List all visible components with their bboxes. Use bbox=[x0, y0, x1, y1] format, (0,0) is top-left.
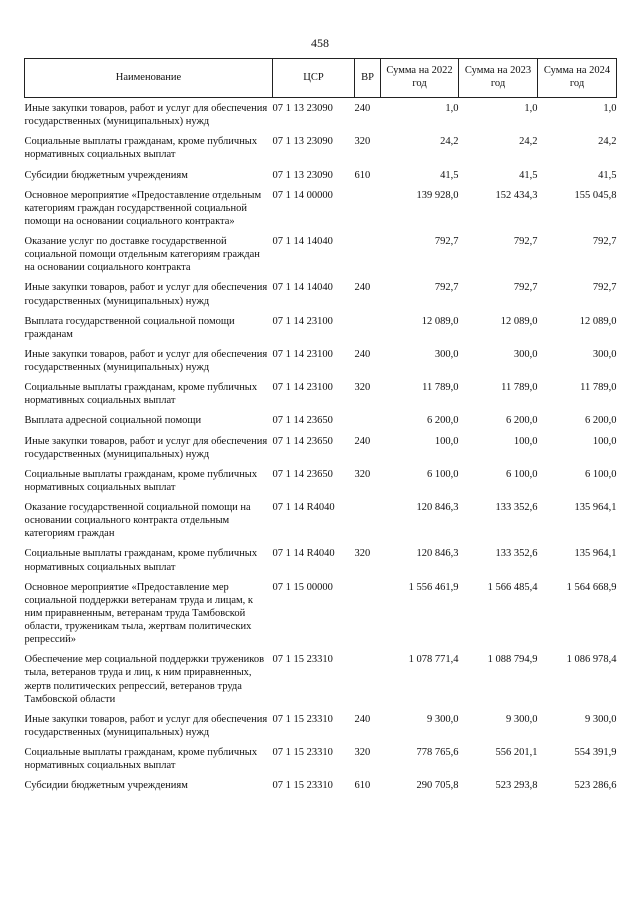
row-sum-2022-cell: 1 556 461,9 bbox=[408, 581, 459, 593]
table-row bbox=[25, 235, 617, 281]
table-row bbox=[25, 713, 617, 746]
page-number: 458 bbox=[311, 36, 329, 50]
row-vr-cell: 610 bbox=[354, 169, 371, 181]
row-name-cell: Основное мероприятие «Предоставление мер социальной поддержки ветеранам труда и лицам, к ним приравненным, ветеранам труда Тамбовской области, труженикам тыла, жертвам политических репрессий» bbox=[24, 581, 253, 646]
row-name-cell: Выплата адресной социальной помощи bbox=[24, 415, 202, 427]
row-sum-2024-cell: 12 089,0 bbox=[579, 315, 617, 327]
header-csr: ЦСР bbox=[273, 59, 355, 98]
header-name: Наименование bbox=[25, 59, 273, 98]
header-vr: ВР bbox=[355, 59, 381, 98]
row-sum-2024-cell: 155 045,8 bbox=[574, 189, 617, 201]
header-sum-2023: Сумма на 2023 год bbox=[459, 59, 538, 98]
table-row bbox=[25, 135, 617, 168]
row-vr-cell: 320 bbox=[354, 747, 371, 758]
row-vr-cell: 240 bbox=[354, 282, 371, 294]
row-csr-cell: 07 1 14 23100 bbox=[272, 315, 333, 327]
row-vr-cell bbox=[355, 653, 381, 713]
row-sum-2022-cell: 11 789,0 bbox=[422, 382, 459, 394]
row-vr-cell: 240 bbox=[354, 348, 371, 360]
row-name-cell: Иные закупки товаров, работ и услуг для обеспечения государственных (муниципальных) нужд bbox=[24, 435, 268, 460]
row-sum-2022-cell: 24,2 bbox=[440, 136, 459, 148]
row-csr-cell: 07 1 14 R4040 bbox=[272, 548, 335, 560]
row-sum-2024-cell: 9 300,0 bbox=[585, 713, 617, 725]
row-vr-cell bbox=[355, 189, 381, 235]
row-sum-2022-cell: 300,0 bbox=[434, 348, 459, 360]
row-name-cell: Социальные выплаты гражданам, кроме публичных нормативных социальных выплат bbox=[24, 468, 258, 493]
table-row bbox=[25, 315, 617, 348]
table-body bbox=[25, 98, 617, 800]
row-csr-cell: 07 1 13 23090 bbox=[272, 103, 333, 114]
row-name-cell: Социальные выплаты гражданам, кроме публичных нормативных социальных выплат bbox=[24, 136, 258, 161]
row-sum-2023-cell: 1,0 bbox=[524, 103, 538, 114]
row-sum-2022-cell: 9 300,0 bbox=[427, 713, 459, 725]
row-name-cell: Социальные выплаты гражданам, кроме публичных нормативных социальных выплат bbox=[24, 747, 258, 772]
row-vr-cell bbox=[355, 501, 381, 547]
row-sum-2023-cell: 12 089,0 bbox=[500, 315, 538, 327]
row-sum-2023-cell: 152 434,3 bbox=[495, 189, 538, 201]
table-row bbox=[25, 189, 617, 235]
row-name-cell: Субсидии бюджетным учреждениям bbox=[24, 780, 188, 792]
row-vr-cell bbox=[355, 581, 381, 654]
row-vr-cell bbox=[355, 235, 381, 281]
row-sum-2024-cell: 41,5 bbox=[598, 169, 617, 181]
row-name-cell: Социальные выплаты гражданам, кроме публичных нормативных социальных выплат bbox=[24, 382, 258, 407]
row-name-cell: Выплата государственной социальной помощи гражданам bbox=[24, 315, 235, 340]
row-vr-cell: 320 bbox=[354, 548, 371, 560]
row-name-cell: Основное мероприятие «Предоставление отдельным категориям граждан государственной социальной помощи на основании социального контракта» bbox=[24, 189, 262, 227]
row-vr-cell bbox=[355, 414, 381, 434]
row-name-cell: Иные закупки товаров, работ и услуг для обеспечения государственных (муниципальных) нужд bbox=[24, 103, 268, 128]
row-sum-2024-cell: 11 789,0 bbox=[580, 382, 617, 394]
row-vr-cell: 610 bbox=[354, 780, 371, 792]
row-sum-2023-cell: 1 088 794,9 bbox=[487, 654, 538, 666]
row-name-cell: Иные закупки товаров, работ и услуг для обеспечения государственных (муниципальных) нужд bbox=[24, 348, 268, 373]
row-csr-cell: 07 1 14 14040 bbox=[272, 236, 333, 247]
row-csr-cell: 07 1 15 00000 bbox=[272, 581, 333, 593]
row-sum-2023-cell: 6 200,0 bbox=[506, 415, 538, 427]
row-csr-cell: 07 1 14 23650 bbox=[272, 415, 333, 427]
row-name-cell: Иные закупки товаров, работ и услуг для обеспечения государственных (муниципальных) нужд bbox=[24, 282, 268, 307]
row-sum-2022-cell: 792,7 bbox=[434, 236, 459, 247]
row-sum-2023-cell: 133 352,6 bbox=[495, 548, 538, 560]
row-csr-cell: 07 1 14 14040 bbox=[272, 282, 333, 294]
row-csr-cell: 07 1 14 23650 bbox=[272, 435, 333, 447]
table-row bbox=[25, 653, 617, 713]
row-csr-cell: 07 1 14 23100 bbox=[272, 348, 333, 360]
row-csr-cell: 07 1 15 23310 bbox=[272, 654, 333, 666]
row-sum-2024-cell: 792,7 bbox=[592, 236, 617, 247]
row-sum-2023-cell: 9 300,0 bbox=[506, 713, 538, 725]
header-sum-2022: Сумма на 2022 год bbox=[381, 59, 459, 98]
table-row bbox=[25, 468, 617, 501]
row-sum-2023-cell: 792,7 bbox=[513, 282, 538, 294]
row-sum-2023-cell: 41,5 bbox=[519, 169, 538, 181]
row-sum-2024-cell: 1,0 bbox=[603, 103, 617, 114]
row-csr-cell: 07 1 15 23310 bbox=[272, 713, 333, 725]
table-row bbox=[25, 581, 617, 654]
table-row bbox=[25, 281, 617, 314]
row-vr-cell: 240 bbox=[354, 103, 371, 114]
row-sum-2024-cell: 523 286,6 bbox=[574, 780, 617, 792]
row-sum-2024-cell: 24,2 bbox=[598, 136, 617, 148]
row-vr-cell: 240 bbox=[354, 435, 371, 447]
row-csr-cell: 07 1 15 23310 bbox=[272, 747, 333, 758]
row-sum-2024-cell: 6 200,0 bbox=[585, 415, 617, 427]
row-sum-2022-cell: 139 928,0 bbox=[416, 189, 459, 201]
row-sum-2023-cell: 1 566 485,4 bbox=[487, 581, 538, 593]
row-vr-cell bbox=[355, 315, 381, 348]
row-sum-2022-cell: 120 846,3 bbox=[416, 548, 459, 560]
row-vr-cell: 320 bbox=[354, 382, 371, 394]
row-name-cell: Социальные выплаты гражданам, кроме публичных нормативных социальных выплат bbox=[24, 548, 258, 573]
row-sum-2022-cell: 778 765,6 bbox=[416, 747, 459, 758]
table-row bbox=[25, 746, 617, 779]
row-sum-2023-cell: 100,0 bbox=[513, 435, 538, 447]
table-row bbox=[25, 435, 617, 468]
row-sum-2022-cell: 12 089,0 bbox=[421, 315, 459, 327]
row-sum-2024-cell: 554 391,9 bbox=[574, 747, 617, 758]
row-sum-2023-cell: 11 789,0 bbox=[501, 382, 538, 394]
row-sum-2024-cell: 135 964,1 bbox=[574, 502, 617, 513]
row-csr-cell: 07 1 14 23100 bbox=[272, 382, 333, 394]
header-sum-2024: Сумма на 2024 год bbox=[538, 59, 617, 98]
table-row bbox=[25, 501, 617, 547]
row-sum-2024-cell: 135 964,1 bbox=[574, 548, 617, 560]
row-sum-2022-cell: 290 705,8 bbox=[416, 780, 459, 792]
row-sum-2023-cell: 792,7 bbox=[513, 236, 538, 247]
row-sum-2022-cell: 792,7 bbox=[434, 282, 459, 294]
row-vr-cell: 240 bbox=[354, 713, 371, 725]
budget-table bbox=[24, 58, 617, 799]
row-sum-2022-cell: 6 200,0 bbox=[427, 415, 459, 427]
row-sum-2023-cell: 300,0 bbox=[513, 348, 538, 360]
row-csr-cell: 07 1 14 R4040 bbox=[272, 502, 335, 513]
row-vr-cell: 320 bbox=[354, 468, 371, 480]
row-sum-2024-cell: 100,0 bbox=[592, 435, 617, 447]
row-sum-2022-cell: 1 078 771,4 bbox=[408, 654, 459, 666]
table-row bbox=[25, 348, 617, 381]
row-name-cell: Обеспечение мер социальной поддержки тружеников тыла, ветеранов труда и лиц, к ним приравненных, жертв политических репрессий, ветеранов труда Тамбовской области bbox=[24, 654, 265, 705]
row-sum-2022-cell: 100,0 bbox=[434, 435, 459, 447]
row-name-cell: Иные закупки товаров, работ и услуг для обеспечения государственных (муниципальных) нужд bbox=[24, 713, 268, 738]
row-csr-cell: 07 1 13 23090 bbox=[272, 169, 333, 181]
table-row bbox=[25, 381, 617, 414]
table-row bbox=[25, 169, 617, 189]
row-sum-2023-cell: 523 293,8 bbox=[495, 780, 538, 792]
row-sum-2024-cell: 792,7 bbox=[592, 282, 617, 294]
row-vr-cell: 320 bbox=[354, 136, 371, 148]
table-row bbox=[25, 414, 617, 434]
row-sum-2022-cell: 6 100,0 bbox=[427, 468, 459, 480]
row-sum-2022-cell: 120 846,3 bbox=[416, 502, 459, 513]
row-csr-cell: 07 1 13 23090 bbox=[272, 136, 333, 148]
row-sum-2024-cell: 1 564 668,9 bbox=[566, 581, 617, 593]
row-name-cell: Оказание услуг по доставке государственной социальной помощи отдельным категориям граждан на основании социального контракта bbox=[24, 236, 260, 274]
row-sum-2024-cell: 6 100,0 bbox=[585, 468, 617, 480]
row-sum-2024-cell: 1 086 978,4 bbox=[566, 654, 617, 666]
row-csr-cell: 07 1 14 00000 bbox=[272, 189, 333, 201]
row-name-cell: Оказание государственной социальной помощи на основании социального контракта отдельным категориям граждан bbox=[24, 502, 251, 540]
table-row bbox=[25, 547, 617, 580]
row-sum-2023-cell: 556 201,1 bbox=[495, 747, 538, 758]
row-csr-cell: 07 1 15 23310 bbox=[272, 780, 333, 792]
row-sum-2024-cell: 300,0 bbox=[592, 348, 617, 360]
row-csr-cell: 07 1 14 23650 bbox=[272, 468, 333, 480]
row-sum-2023-cell: 6 100,0 bbox=[506, 468, 538, 480]
table-row bbox=[25, 779, 617, 799]
row-sum-2022-cell: 41,5 bbox=[440, 169, 459, 181]
table-row bbox=[25, 98, 617, 136]
row-sum-2023-cell: 24,2 bbox=[519, 136, 538, 148]
row-sum-2023-cell: 133 352,6 bbox=[495, 502, 538, 513]
table-header-row bbox=[25, 59, 617, 98]
row-sum-2022-cell: 1,0 bbox=[445, 103, 459, 114]
row-name-cell: Субсидии бюджетным учреждениям bbox=[24, 169, 188, 181]
